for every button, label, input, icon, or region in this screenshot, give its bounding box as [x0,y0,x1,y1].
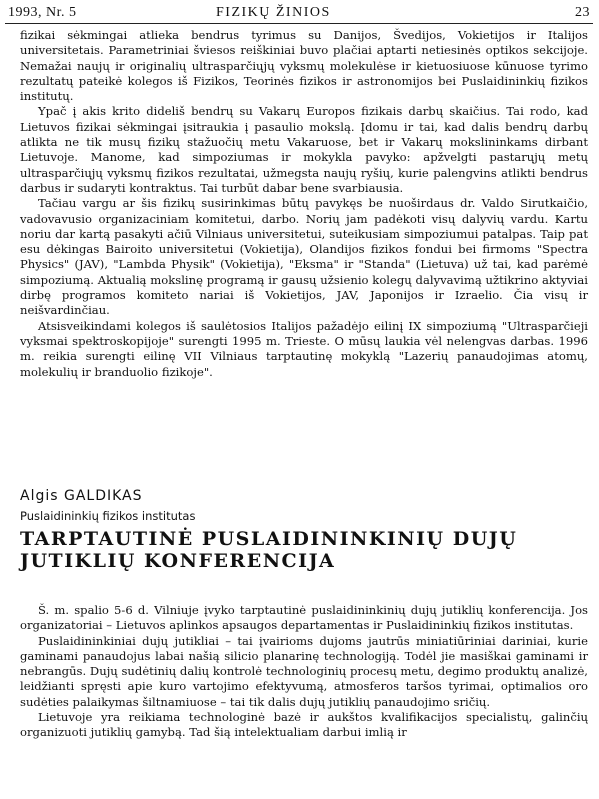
header-rule [5,23,593,24]
paragraph: Atsisveikindami kolegos iš saulėtosios Italijos pažadėjo eilinį IX simpoziumą "Ultrasparčieji vyksmai spektroskopijoje" surengti 1995 m. Trieste. O mūsų laukia vėl nelengvas darbas. 1996 m. reikia surengti eilinę VII Vilniaus tarptautinę mokyklą "Lazerių panaudojimas atomų, molekulių ir branduolio fizikoje". [20,318,588,379]
author-affiliation: Puslaidininkių fizikos institutas [20,509,196,523]
paragraph: Š. m. spalio 5-6 d. Vilniuje įvyko tarptautinė puslaidininkinių dujų jutiklių konferencija. Jos organizatoriai – Lietuvos aplinkos apsaugos departamentas ir Puslaidininkių fizikos institutas. [20,603,588,633]
running-header [8,5,590,23]
page-number: 23 [575,5,590,20]
author-name: Algis GALDIKAS [20,488,143,504]
article-continuation [20,28,588,380]
article-title [20,528,590,572]
article-title-line-2: JUTIKLIŲ KONFERENCIJA [20,550,336,572]
paragraph: Lietuvoje yra reikiama technologinė bazė ir aukštos kvalifikacijos specialistų, galinčių organizuoti jutiklių gamybą. Tad šią intelektualiam darbui imlią ir [20,710,588,740]
issue-label: 1993, Nr. 5 [8,5,77,20]
paragraph: Tačiau vargu ar šis fizikų susirinkimas būtų pavykęs be nuoširdaus dr. Valdo Sirutkaičio, vadovavusio organizaciniam komitetui, darbo. Norių jam padėkoti visų dalyvių vardu. Kartu noriu dar kartą pasakyti ačiū Vilniaus universitetui, suteikusiam simpoziumui patalpas. Taip pat esu dėkingas Bairoito universitetui (Vokietija), Olandijos fizikos fondui bei firmoms "Spectra Physics" (JAV), "Lambda Physik" (Vokietija), "Eksma" ir "Standa" (Lietuva) už tai, kad parėmė simpoziumą. Aktualią mokslinę programą ir gausų užsienio kolegų dalyvavimą užtikrino aktyviai dirbę programos komiteto nariai iš Vokietijos, JAV, Japonijos ir Izraelio. Čia visų ir neišvardinčiau. [20,196,588,318]
paragraph: Puslaidininkiniai dujų jutikliai – tai įvairioms dujoms jautrūs miniatiūriniai dariniai, kurie gaminami panaudojus labai našią silicio planarinę technologiją. Todėl jie masiškai gaminami ir nebrangūs. Dujų sudėtinių dalių kontrolė technologinių procesų metu, degimo produktų analizė, leidžianti spręsti apie kuro vartojimo efektyvumą, atmosferos taršos tyrimai, optimalios oro sudėties palaikymas šiltnamiuose – tai tik dalis dujų jutiklių panaudojimo sričių. [20,633,588,709]
journal-title: FIZIKŲ ŽINIOS [216,5,331,20]
paragraph: Ypač į akis krito dideliš bendrų su Vakarų Europos fizikais darbų skaičius. Tai rodo, kad Lietuvos fizikai sėkmingai įsitraukia į pasaulio mokslą. Įdomu ir tai, kad dalis bendrų darbų atlikta ne tik musų fizikų stažuočių metu Vakaruose, bet ir Vakarų mokslininkams dirbant Lietuvoje. Manome, kad simpoziumas ir mokykla pavyko: apžvelgti pastarųjų metų ultrasparčiųjų vyksmų fizikos rezultatai, užmegsta naujų ryšių, kurie palengvins atlikti bendrus darbus ir sudaryti kontraktus. Tai turbūt dabar bene svarbiausia. [20,104,588,195]
article-body [20,603,588,741]
article-title-line-1: TARPTAUTINĖ PUSLAIDININKINIŲ DUJŲ [20,528,518,550]
paragraph: fizikai sėkmingai atlieka bendrus tyrimus su Danijos, Švedijos, Vokietijos ir Italijos universitetais. Parametriniai šviesos reiškiniai buvo plačiai aptarti netiesinės optikos sekcijoje. Nemažai naujų ir originalių ultrasparčiųjų vyksmų molekulėse ir kietuosiuose kūnuose tyrimo rezultatų pateikė kolegos iš Fizikos, Teorinės fizikos ir astronomijos bei Puslaidininkių fizikos institutų. [20,28,588,104]
